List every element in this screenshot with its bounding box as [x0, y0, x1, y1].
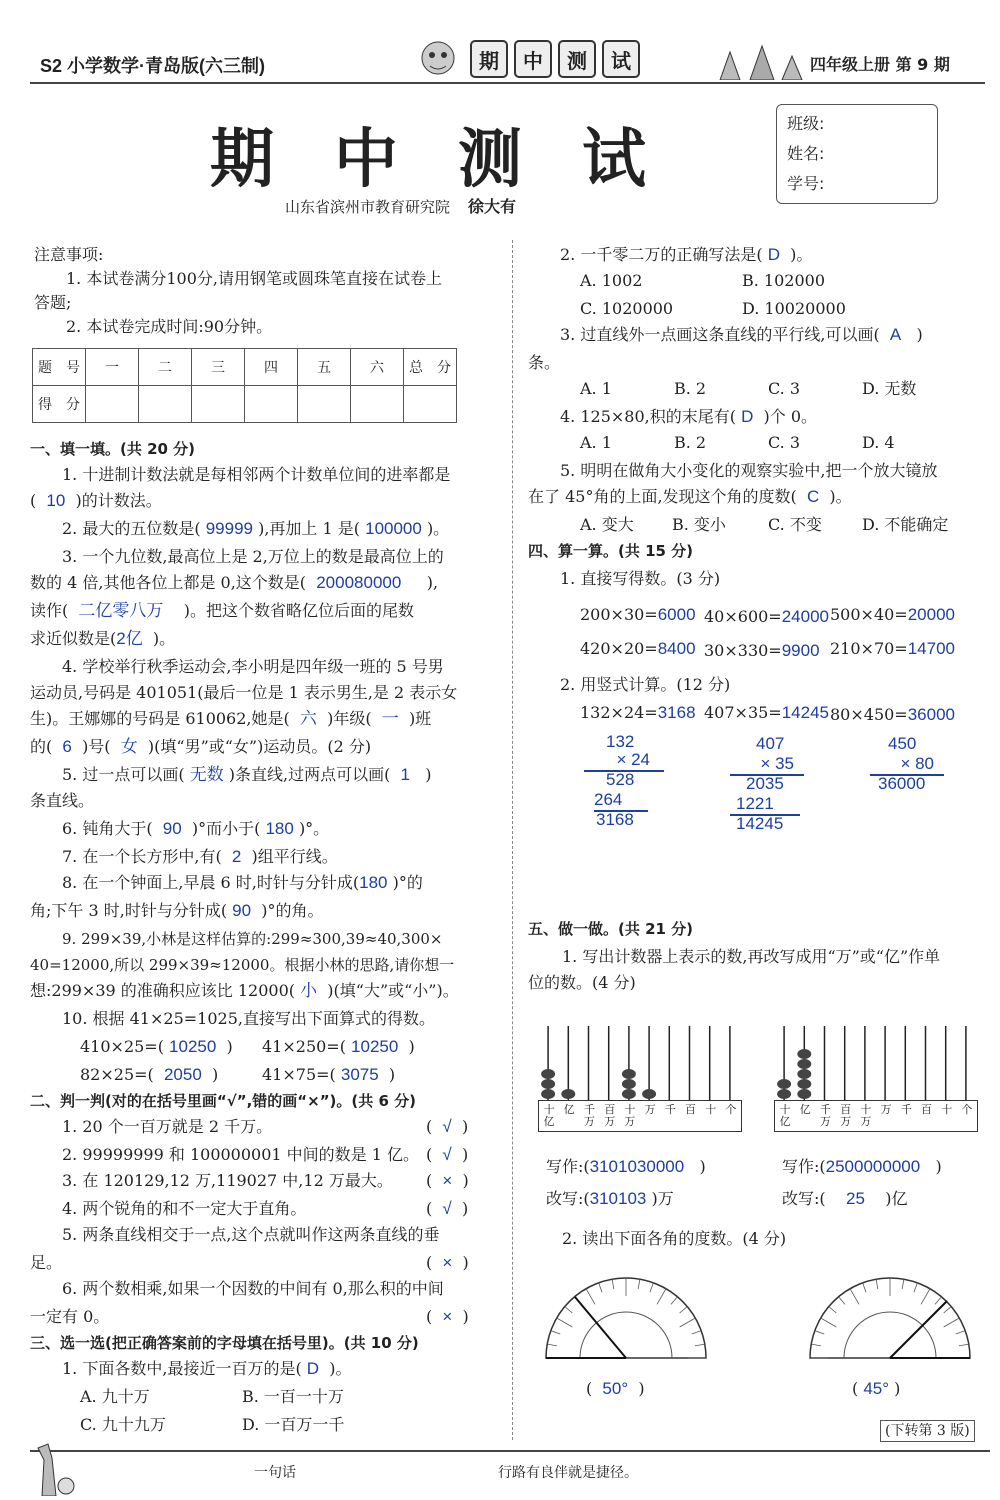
answer: D	[306, 1359, 320, 1378]
abacus-place-label: 个	[961, 1103, 973, 1116]
s1-q10b: 41×250=( 10250 )	[262, 1037, 415, 1056]
abacus-place-label: 十万	[624, 1103, 636, 1128]
protractor-tick	[935, 1297, 941, 1305]
footer-label: 一句话	[254, 1465, 296, 1481]
s2-item: 2. 99999999 和 100000001 中间的数是 1 亿。	[62, 1145, 420, 1164]
abacus-place-label: 十亿	[779, 1103, 791, 1128]
answer: 180	[359, 873, 388, 892]
s2-answer-4: ( √ )	[426, 1199, 469, 1218]
abacus-place-label: 个	[725, 1103, 737, 1116]
section-3-head: 三、选一选(把正确答案前的字母填在括号里)。(共 10 分)	[30, 1334, 419, 1352]
protractor-tick	[902, 1279, 904, 1289]
castle-icon	[710, 44, 810, 80]
s3-q5-opt: C. 不变	[768, 515, 822, 534]
header-divider	[30, 82, 985, 84]
protractor-2-icon	[804, 1268, 976, 1364]
abacus-place-label: 亿	[799, 1103, 811, 1116]
s2-item: 4. 两个锐角的和不一定大于直角。	[62, 1199, 307, 1218]
answer: 1	[400, 765, 411, 784]
s3-q2: 2. 一千零二万的正确写法是( D )。	[560, 245, 813, 264]
protractor-tick	[692, 1331, 701, 1334]
s4-q1: 1. 直接写得数。(3 分)	[560, 569, 721, 588]
s1-q10d: 41×75=( 3075 )	[262, 1065, 396, 1084]
header-banner	[470, 40, 640, 80]
banner-char: 期	[470, 40, 508, 78]
abacus-bead	[541, 1079, 555, 1089]
note-1: 1. 本试卷满分100分,请用钢笔或圆珠笔直接在试卷上	[66, 269, 442, 288]
table-row: 得 分	[33, 386, 457, 423]
answer: 女	[120, 737, 138, 756]
id-label: 学号:	[787, 174, 825, 193]
s1-q3c: 读作( 二亿零八万 )。把这个数省略亿位后面的尾数	[30, 601, 415, 620]
angle-2-answer: ( 45° )	[852, 1379, 901, 1398]
s3-q4-opt: A. 1	[580, 433, 612, 452]
s1-q5: 5. 过一点可以画( 无数 )条直线,过两点可以画( 1 )	[62, 765, 432, 784]
s2-item: 1. 20 个一百万就是 2 千万。	[62, 1117, 273, 1136]
protractor-tick	[944, 1318, 960, 1327]
s1-q9b: 40=12000,所以 299×39≈12000。根据小林的思路,请你想一	[30, 956, 455, 974]
abacus-label-row	[538, 1100, 742, 1132]
protractor-tick	[551, 1331, 560, 1334]
protractor-tick	[811, 1344, 821, 1346]
s3-q1-opt: B. 一百一十万	[242, 1387, 344, 1406]
answer: 2亿	[116, 629, 143, 648]
abacus-place-label: 十	[941, 1103, 953, 1116]
s1-q7: 7. 在一个长方形中,有( 2 )组平行线。	[62, 847, 338, 866]
abacus-place-label: 十万	[860, 1103, 872, 1128]
abacus-place-label: 千万	[820, 1103, 831, 1128]
abacus-bead	[777, 1089, 791, 1099]
protractor-1-icon	[540, 1268, 712, 1364]
class-label: 班级:	[787, 114, 825, 133]
vert-line: 528	[606, 770, 635, 789]
answer: 180	[265, 819, 294, 838]
s1-q1: 1. 十进制计数法就是每相邻两个计数单位间的进率都是	[62, 465, 451, 484]
answer: D	[767, 245, 780, 264]
abacus-bead	[642, 1089, 656, 1099]
protractor-tick	[821, 1318, 837, 1327]
abacus-rods	[538, 1020, 742, 1100]
s5-rewrite-2: 改写:( 25 )亿	[782, 1189, 908, 1208]
vert-line: × 35	[730, 754, 804, 776]
header-issue: 四年级上册 第 9 期	[810, 55, 950, 74]
header-left: S2 小学数学·青岛版(六三制)	[40, 56, 265, 76]
abacus-bead	[561, 1089, 575, 1099]
s2-answer-1: ( √ )	[426, 1117, 469, 1136]
oral-calc: 420×20=8400	[580, 639, 696, 658]
protractor-tick	[829, 1307, 837, 1313]
protractor-tick	[557, 1318, 573, 1327]
abacus-place-label: 百	[685, 1103, 697, 1116]
oral-calc: 200×30=6000	[580, 605, 696, 624]
answer: 无数	[189, 765, 224, 784]
protractor-tick	[599, 1283, 602, 1292]
angle-1-answer: ( 50° )	[586, 1379, 645, 1398]
s3-q4-opt: B. 2	[674, 433, 707, 452]
answer: 6	[62, 737, 72, 756]
vert-calc: 80×450=36000	[830, 705, 955, 724]
abacus-bead	[622, 1079, 636, 1089]
s2-item: 6. 两个数相乘,如果一个因数的中间有 0,那么积的中间	[62, 1279, 444, 1298]
s3-q4-opt: D. 4	[862, 433, 895, 452]
section-2-head: 二、判一判(对的在括号里画“√”,错的画“×”)。(共 6 分)	[30, 1092, 417, 1110]
protractor-tick	[876, 1279, 878, 1289]
s1-q2: 2. 最大的五位数是( 99999 ),再加上 1 是( 100000 )。	[62, 519, 450, 538]
vert-line: 14245	[736, 814, 784, 833]
answer: 2	[231, 847, 242, 866]
abacus-bead	[777, 1079, 791, 1089]
s1-q4d: 的( 6 )号( 女 )(填“男”或“女”)运动员。(2 分)	[30, 737, 372, 756]
continued-note: (下转第 3 版)	[880, 1420, 975, 1442]
protractor-tick	[695, 1344, 705, 1346]
s5-write-1: 写作:(3101030000 )	[546, 1157, 706, 1176]
s1-q8b: 角;下午 3 时,时针与分针成( 90 )°的角。	[30, 901, 324, 920]
s3-q5b: 在了 45°角的上面,发现这个角的度数( C )。	[528, 487, 852, 506]
abacus-label-row	[774, 1100, 978, 1132]
abacus-bead	[622, 1089, 636, 1099]
abacus-1	[538, 1020, 742, 1130]
s5-q2: 2. 读出下面各角的度数。(4 分)	[562, 1229, 787, 1248]
s3-q1: 1. 下面各数中,最接近一百万的是( D )。	[62, 1359, 352, 1378]
giraffe-icon	[30, 1440, 80, 1496]
protractor-tick	[921, 1289, 930, 1305]
s1-q10a: 410×25=( 10250 )	[80, 1037, 233, 1056]
s3-q3b: 条。	[528, 353, 561, 372]
s1-q4c: 生)。王娜娜的号码是 610062,她是( 六 )年级( 一 )班	[30, 709, 432, 728]
author-org: 山东省滨州市教育研究院	[285, 198, 451, 216]
abacus-bead	[541, 1069, 555, 1079]
vert-line: 36000	[878, 774, 926, 793]
abacus-place-label: 亿	[563, 1103, 575, 1116]
s3-q2-opt: C. 1020000	[580, 299, 674, 318]
s2-item: 5. 两条直线相交于一点,这个点就叫作这两条直线的垂	[62, 1225, 440, 1244]
abacus-place-label: 万	[644, 1103, 656, 1116]
s2-item-cont: 足。	[30, 1253, 63, 1272]
vert-line: 132	[606, 732, 635, 751]
note-2: 2. 本试卷完成时间:90分钟。	[66, 317, 273, 336]
s2-answer-6: ( × )	[426, 1307, 469, 1326]
abacus-place-label: 千	[900, 1103, 912, 1116]
column-divider	[512, 240, 513, 1440]
page-title: 期中测试	[210, 123, 706, 197]
vert-calc: 407×35=14245	[704, 703, 829, 722]
abacus-bead	[797, 1059, 811, 1069]
abacus-2	[774, 1020, 978, 1130]
s2-answer-2: ( √ )	[426, 1145, 469, 1164]
answer: C	[806, 487, 820, 506]
s1-q10: 10. 根据 41×25=1025,直接写出下面算式的得数。	[62, 1009, 435, 1028]
answer: 二亿零八万	[78, 601, 164, 620]
protractor-tick	[914, 1283, 917, 1292]
s1-q1b: ( 10 )的计数法。	[30, 491, 162, 510]
s3-q3: 3. 过直线外一点画这条直线的平行线,可以画( A )	[560, 325, 923, 344]
footer-divider	[30, 1450, 990, 1452]
footer-quote: 行路有良伴就是捷径。	[498, 1465, 638, 1481]
s3-q4-opt: C. 3	[768, 433, 801, 452]
s3-q4: 4. 125×80,积的末尾有( D )个 0。	[560, 407, 818, 426]
answer: 10	[46, 491, 66, 510]
s3-q3-opt: A. 1	[580, 379, 612, 398]
abacus-bead	[797, 1049, 811, 1059]
s3-q1-opt: A. 九十万	[80, 1387, 150, 1406]
vert-line: 407	[756, 734, 785, 753]
s3-q5: 5. 明明在做角大小变化的观察实验中,把一个放大镜放	[560, 461, 938, 480]
abacus-place-label: 千万	[584, 1103, 595, 1128]
s1-q9c: 想:299×39 的准确积应该比 12000( 小 )(填“大”或“小”)。	[30, 981, 459, 1000]
protractor-tick	[657, 1289, 666, 1305]
protractor-tick	[547, 1344, 557, 1346]
abacus-place-label: 十亿	[543, 1103, 555, 1128]
protractor-tick	[815, 1331, 824, 1334]
s1-q9: 9. 299×39,小林是这样估算的:299≈300,39≈40,300×	[62, 930, 443, 948]
mascot-icon	[410, 38, 466, 82]
section-1-head: 一、填一填。(共 20 分)	[30, 440, 196, 458]
protractor-tick	[850, 1289, 859, 1305]
s1-q8: 8. 在一个钟面上,早晨 6 时,时针与分针成(180 )°的	[62, 873, 423, 892]
s1-q5b: 条直线。	[30, 791, 95, 810]
protractor-tick	[680, 1307, 688, 1313]
abacus-place-label: 十	[705, 1103, 717, 1116]
banner-char: 测	[558, 40, 596, 78]
s2-answer-3: ( × )	[426, 1171, 469, 1190]
protractor-tick	[612, 1279, 614, 1289]
s3-q3-opt: D. 无数	[862, 379, 917, 398]
answer: D	[741, 407, 754, 426]
s3-q2-opt: D. 10020000	[742, 299, 846, 318]
protractor-tick	[863, 1283, 866, 1292]
banner-char: 试	[602, 40, 640, 78]
answer: A	[889, 325, 902, 344]
protractor-tick	[586, 1289, 595, 1305]
abacus-bead	[797, 1089, 811, 1099]
s5-write-2: 写作:(2500000000 )	[782, 1157, 942, 1176]
abacus-place-label: 万	[880, 1103, 892, 1116]
protractor-tick	[680, 1318, 696, 1327]
student-info-box	[776, 104, 938, 204]
answer: 10250	[351, 1037, 399, 1056]
s2-item-cont: 一定有 0。	[30, 1307, 110, 1326]
s1-q4: 4. 学校举行秋季运动会,李小明是四年级一班的 5 号男	[62, 657, 444, 676]
s1-q3d: 求近似数是(2亿 )。	[30, 629, 176, 648]
protractor-tick	[959, 1344, 969, 1346]
author-name: 徐大有	[468, 197, 517, 216]
protractor-tick	[650, 1283, 653, 1292]
vert-line: 2035	[746, 774, 784, 793]
banner-char: 中	[514, 40, 552, 78]
answer: 2050	[163, 1065, 202, 1084]
s3-q3-opt: C. 3	[768, 379, 801, 398]
protractor-tick	[956, 1331, 965, 1334]
s2-item: 3. 在 120129,12 万,119027 中,12 万最大。	[62, 1171, 393, 1190]
protractor-tick	[638, 1279, 640, 1289]
s3-q5-opt: A. 变大	[580, 515, 634, 534]
oral-calc: 500×40=20000	[830, 605, 955, 624]
answer: 200080000	[316, 573, 402, 592]
abacus-bead	[797, 1079, 811, 1089]
s5-rewrite-1: 改写:(310103 )万	[546, 1189, 674, 1208]
s5-q1b: 位的数。(4 分)	[528, 973, 636, 992]
s3-q3-opt: B. 2	[674, 379, 707, 398]
s3-q2-opt: A. 1002	[580, 271, 643, 290]
vert-line: 450	[888, 734, 917, 753]
oral-calc: 210×70=14700	[830, 639, 955, 658]
s3-q1-opt: D. 一百万一千	[242, 1415, 345, 1434]
s1-q3: 3. 一个九位数,最高位上是 2,万位上的数是最高位上的	[62, 547, 444, 566]
s3-q5-opt: B. 变小	[672, 515, 726, 534]
answer: 90	[162, 819, 182, 838]
abacus-bead	[541, 1089, 555, 1099]
abacus-place-label: 千	[664, 1103, 676, 1116]
s1-q4b: 运动员,号码是 401051(最后一位是 1 表示男生,是 2 表示女	[30, 683, 458, 702]
section-4-head: 四、算一算。(共 15 分)	[528, 542, 694, 560]
vert-line: 1221	[730, 794, 800, 816]
note-1b: 答题;	[34, 293, 72, 312]
protractor-tick	[944, 1307, 952, 1313]
answer: 小	[300, 981, 318, 1000]
answer: 一	[381, 709, 399, 728]
s5-q1: 1. 写出计数器上表示的数,再改写成用“万”或“亿”作单	[562, 947, 941, 966]
vert-line: 3168	[596, 810, 634, 829]
author	[285, 194, 516, 217]
abacus-bead	[622, 1069, 636, 1079]
protractor-tick	[671, 1297, 677, 1305]
oral-calc: 30×330=9900	[704, 641, 820, 660]
vert-calc: 132×24=3168	[580, 703, 696, 722]
s3-q2-opt: B. 102000	[742, 271, 826, 290]
name-label: 姓名:	[787, 144, 825, 163]
s1-q6: 6. 钝角大于( 90 )°而小于( 180 )°。	[62, 819, 330, 838]
abacus-place-label: 百万	[604, 1103, 616, 1128]
s1-q3b: 数的 4 倍,其他各位上都是 0,这个数是( 200080000 ),	[30, 573, 439, 592]
answer: 10250	[169, 1037, 217, 1056]
oral-calc: 40×600=24000	[704, 607, 829, 626]
abacus-rods	[774, 1020, 978, 1100]
table-row: 题 号 一 二 三 四 五 六 总 分	[33, 349, 457, 386]
protractor-tick	[839, 1297, 845, 1305]
section-5-head: 五、做一做。(共 21 分)	[528, 920, 694, 938]
answer: 90	[232, 901, 252, 920]
s4-q2: 2. 用竖式计算。(12 分)	[560, 675, 731, 694]
notes-head: 注意事项:	[34, 245, 104, 264]
abacus-bead	[797, 1069, 811, 1079]
answer: 六	[299, 709, 317, 728]
s3-q1-opt: C. 九十九万	[80, 1415, 166, 1434]
score-table	[32, 348, 457, 423]
s3-q5-opt: D. 不能确定	[862, 515, 949, 534]
abacus-place-label: 百	[921, 1103, 933, 1116]
s2-answer-5: ( × )	[426, 1253, 469, 1272]
vert-line: × 24	[584, 750, 664, 772]
s1-q10c: 82×25=( 2050 )	[80, 1065, 219, 1084]
vert-line: 264	[594, 790, 648, 812]
vert-line: × 80	[870, 754, 944, 776]
answer: 100000	[365, 519, 422, 538]
abacus-place-label: 百万	[840, 1103, 852, 1128]
answer: 3075	[340, 1065, 379, 1084]
protractor-tick	[565, 1307, 573, 1313]
answer: 99999	[205, 519, 253, 538]
